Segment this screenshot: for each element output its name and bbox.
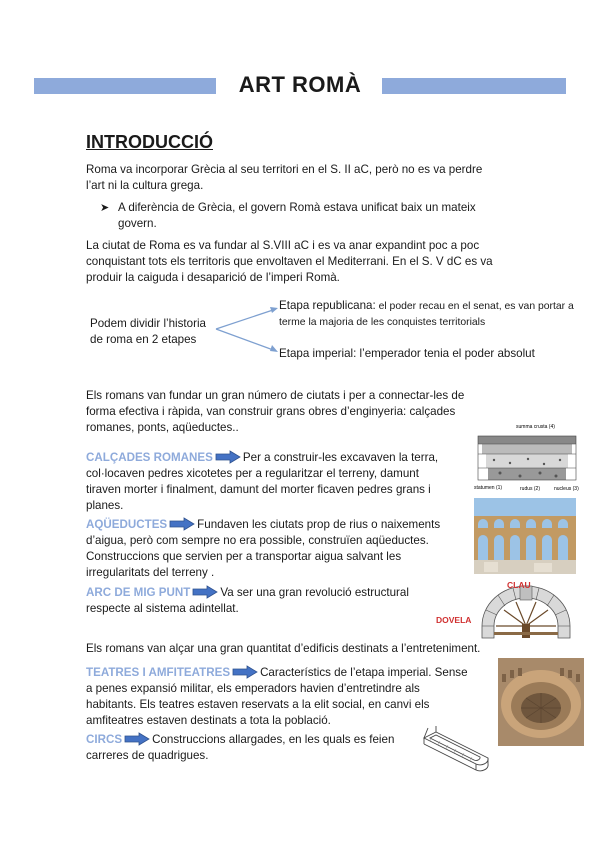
arch-voussoir-label: DOVELA bbox=[436, 615, 472, 625]
text-line bbox=[279, 298, 599, 315]
text-line: irregularitats del terreny . bbox=[86, 566, 215, 579]
bullet-arrow-icon: ➤ bbox=[100, 202, 110, 214]
title-bar-right bbox=[382, 78, 566, 94]
aqueducts-paragraph bbox=[86, 517, 440, 581]
arch-label: ARC DE MIG PUNT bbox=[86, 586, 191, 599]
text-line: romanes, ponts, aqüeductes.. bbox=[86, 421, 239, 434]
text-line: a penes expansió militar, els emperadors havien d’entretindre als bbox=[86, 682, 420, 695]
text-line: col·locaven pedres xicotetes per a regularitzar el terreny, damunt bbox=[86, 467, 419, 480]
text-line: d’aigua, però com sempre no era possible, construïen aqüeductes. bbox=[86, 534, 429, 547]
text-line: Construccions que servien per a transportar aigua salvant les bbox=[86, 550, 402, 563]
circus-text: Construccions allargades, en les quals es feien bbox=[152, 733, 395, 746]
theatres-text: Característics de l’etapa imperial. Sense bbox=[260, 666, 468, 679]
road-figure-left-label: statumen (1) bbox=[474, 485, 503, 491]
colosseum-photo bbox=[498, 658, 584, 746]
road-figure-right-label: nucleus (3) bbox=[554, 486, 579, 492]
intro-paragraph-2 bbox=[86, 238, 493, 286]
text-line: produir la caiguda i desaparició de l’imperi Romà. bbox=[86, 271, 340, 284]
intro-paragraph-1 bbox=[86, 162, 482, 194]
text-line: l’art ni la cultura grega. bbox=[86, 179, 204, 192]
text-line: respecte al sistema adintellat. bbox=[86, 602, 239, 615]
text-line bbox=[86, 450, 438, 466]
circus-paragraph bbox=[86, 732, 394, 764]
circus-drawing bbox=[414, 720, 498, 772]
text-line: tiraven morter i finalment, damunt del morter ficaven pedres grans i bbox=[86, 483, 431, 496]
text-line: de roma en 2 etapes bbox=[90, 333, 197, 346]
roads-paragraph bbox=[86, 450, 438, 514]
text-line: A diferència de Grècia, el govern Romà estava unificat baix un mateix bbox=[118, 201, 476, 214]
text-line bbox=[86, 585, 409, 601]
roads-text: Per a construir-les excavaven la terra, bbox=[242, 451, 439, 464]
arrow-right-icon bbox=[215, 450, 241, 464]
text-line: govern. bbox=[118, 217, 157, 230]
leisure-paragraph: Els romans van alçar una gran quantitat d’edificis destinats a l’entreteniment. bbox=[86, 642, 481, 655]
arrow-right-icon bbox=[192, 585, 218, 599]
aqueduct-photo bbox=[474, 498, 576, 574]
road-figure-mid-label: rudus (2) bbox=[520, 486, 541, 492]
text-line: forma efectiva i ràpida, van construir grans obres d’enginyeria: calçades bbox=[86, 405, 456, 418]
text-line: habitants. Els teatres estaven reservats a la elit social, en canvi els bbox=[86, 698, 430, 711]
road-layers-figure bbox=[470, 420, 586, 494]
stage-republic-label: Etapa republicana: bbox=[279, 299, 376, 312]
text-line: carreres de quadrigues. bbox=[86, 749, 209, 762]
road-figure-top-label: summa crusta (4) bbox=[516, 424, 555, 430]
text-line bbox=[86, 517, 440, 533]
text-line: planes. bbox=[86, 499, 124, 512]
roads-label: CALÇADES ROMANES bbox=[86, 451, 213, 464]
arrow-right-icon bbox=[169, 517, 195, 531]
aqueducts-label: AQÜEDUCTES bbox=[86, 518, 168, 531]
stage-imperial: Etapa imperial: l’emperador tenia el poder absolut bbox=[279, 347, 535, 360]
stage-republic-text: el poder recau en el senat, es van portar a bbox=[375, 301, 574, 312]
stage-republic bbox=[279, 298, 599, 331]
stages-intro bbox=[90, 316, 206, 348]
intro-bullet bbox=[118, 200, 476, 232]
title-bar-left bbox=[34, 78, 216, 94]
text-line: Podem dividir l’historia bbox=[90, 317, 206, 330]
theatres-paragraph bbox=[86, 665, 468, 729]
text-line bbox=[86, 732, 394, 748]
arrow-right-icon bbox=[232, 665, 258, 679]
section-heading-intro: INTRODUCCIÓ bbox=[86, 132, 213, 152]
text-line: La ciutat de Roma es va fundar al S.VIII aC i es va anar expandint poc a poc bbox=[86, 239, 480, 252]
arch-keystone-label: CLAU bbox=[507, 580, 531, 590]
aqueducts-text: Fundaven les ciutats prop de rius o naixements bbox=[197, 518, 441, 531]
text-line: conquistant tots els territoris que envoltaven el Mediterrani. En el S. V dC es va bbox=[86, 255, 493, 268]
theatres-label: TEATRES I AMFITEATRES bbox=[86, 666, 231, 679]
page-title: ART ROMÀ bbox=[238, 72, 362, 97]
text-line: Roma va incorporar Grècia al seu territori en el S. II aC, però no es va perdre bbox=[86, 163, 483, 176]
text-line: amfiteatres estaven destinats a tota la població. bbox=[86, 714, 331, 727]
stages-branch-arrows bbox=[212, 300, 282, 358]
arch-paragraph bbox=[86, 585, 409, 617]
arch-diagram bbox=[474, 582, 578, 640]
text-line bbox=[86, 665, 468, 681]
arrow-right-icon bbox=[124, 732, 150, 746]
text-line: terme la majoria de les conquistes territorials bbox=[279, 317, 486, 328]
text-line: Els romans van fundar un gran número de ciutats i per a connectar-les de bbox=[86, 389, 465, 402]
engineering-paragraph bbox=[86, 388, 464, 436]
arch-text: Va ser una gran revolució estructural bbox=[220, 586, 409, 599]
circus-label: CIRCS bbox=[86, 733, 123, 746]
